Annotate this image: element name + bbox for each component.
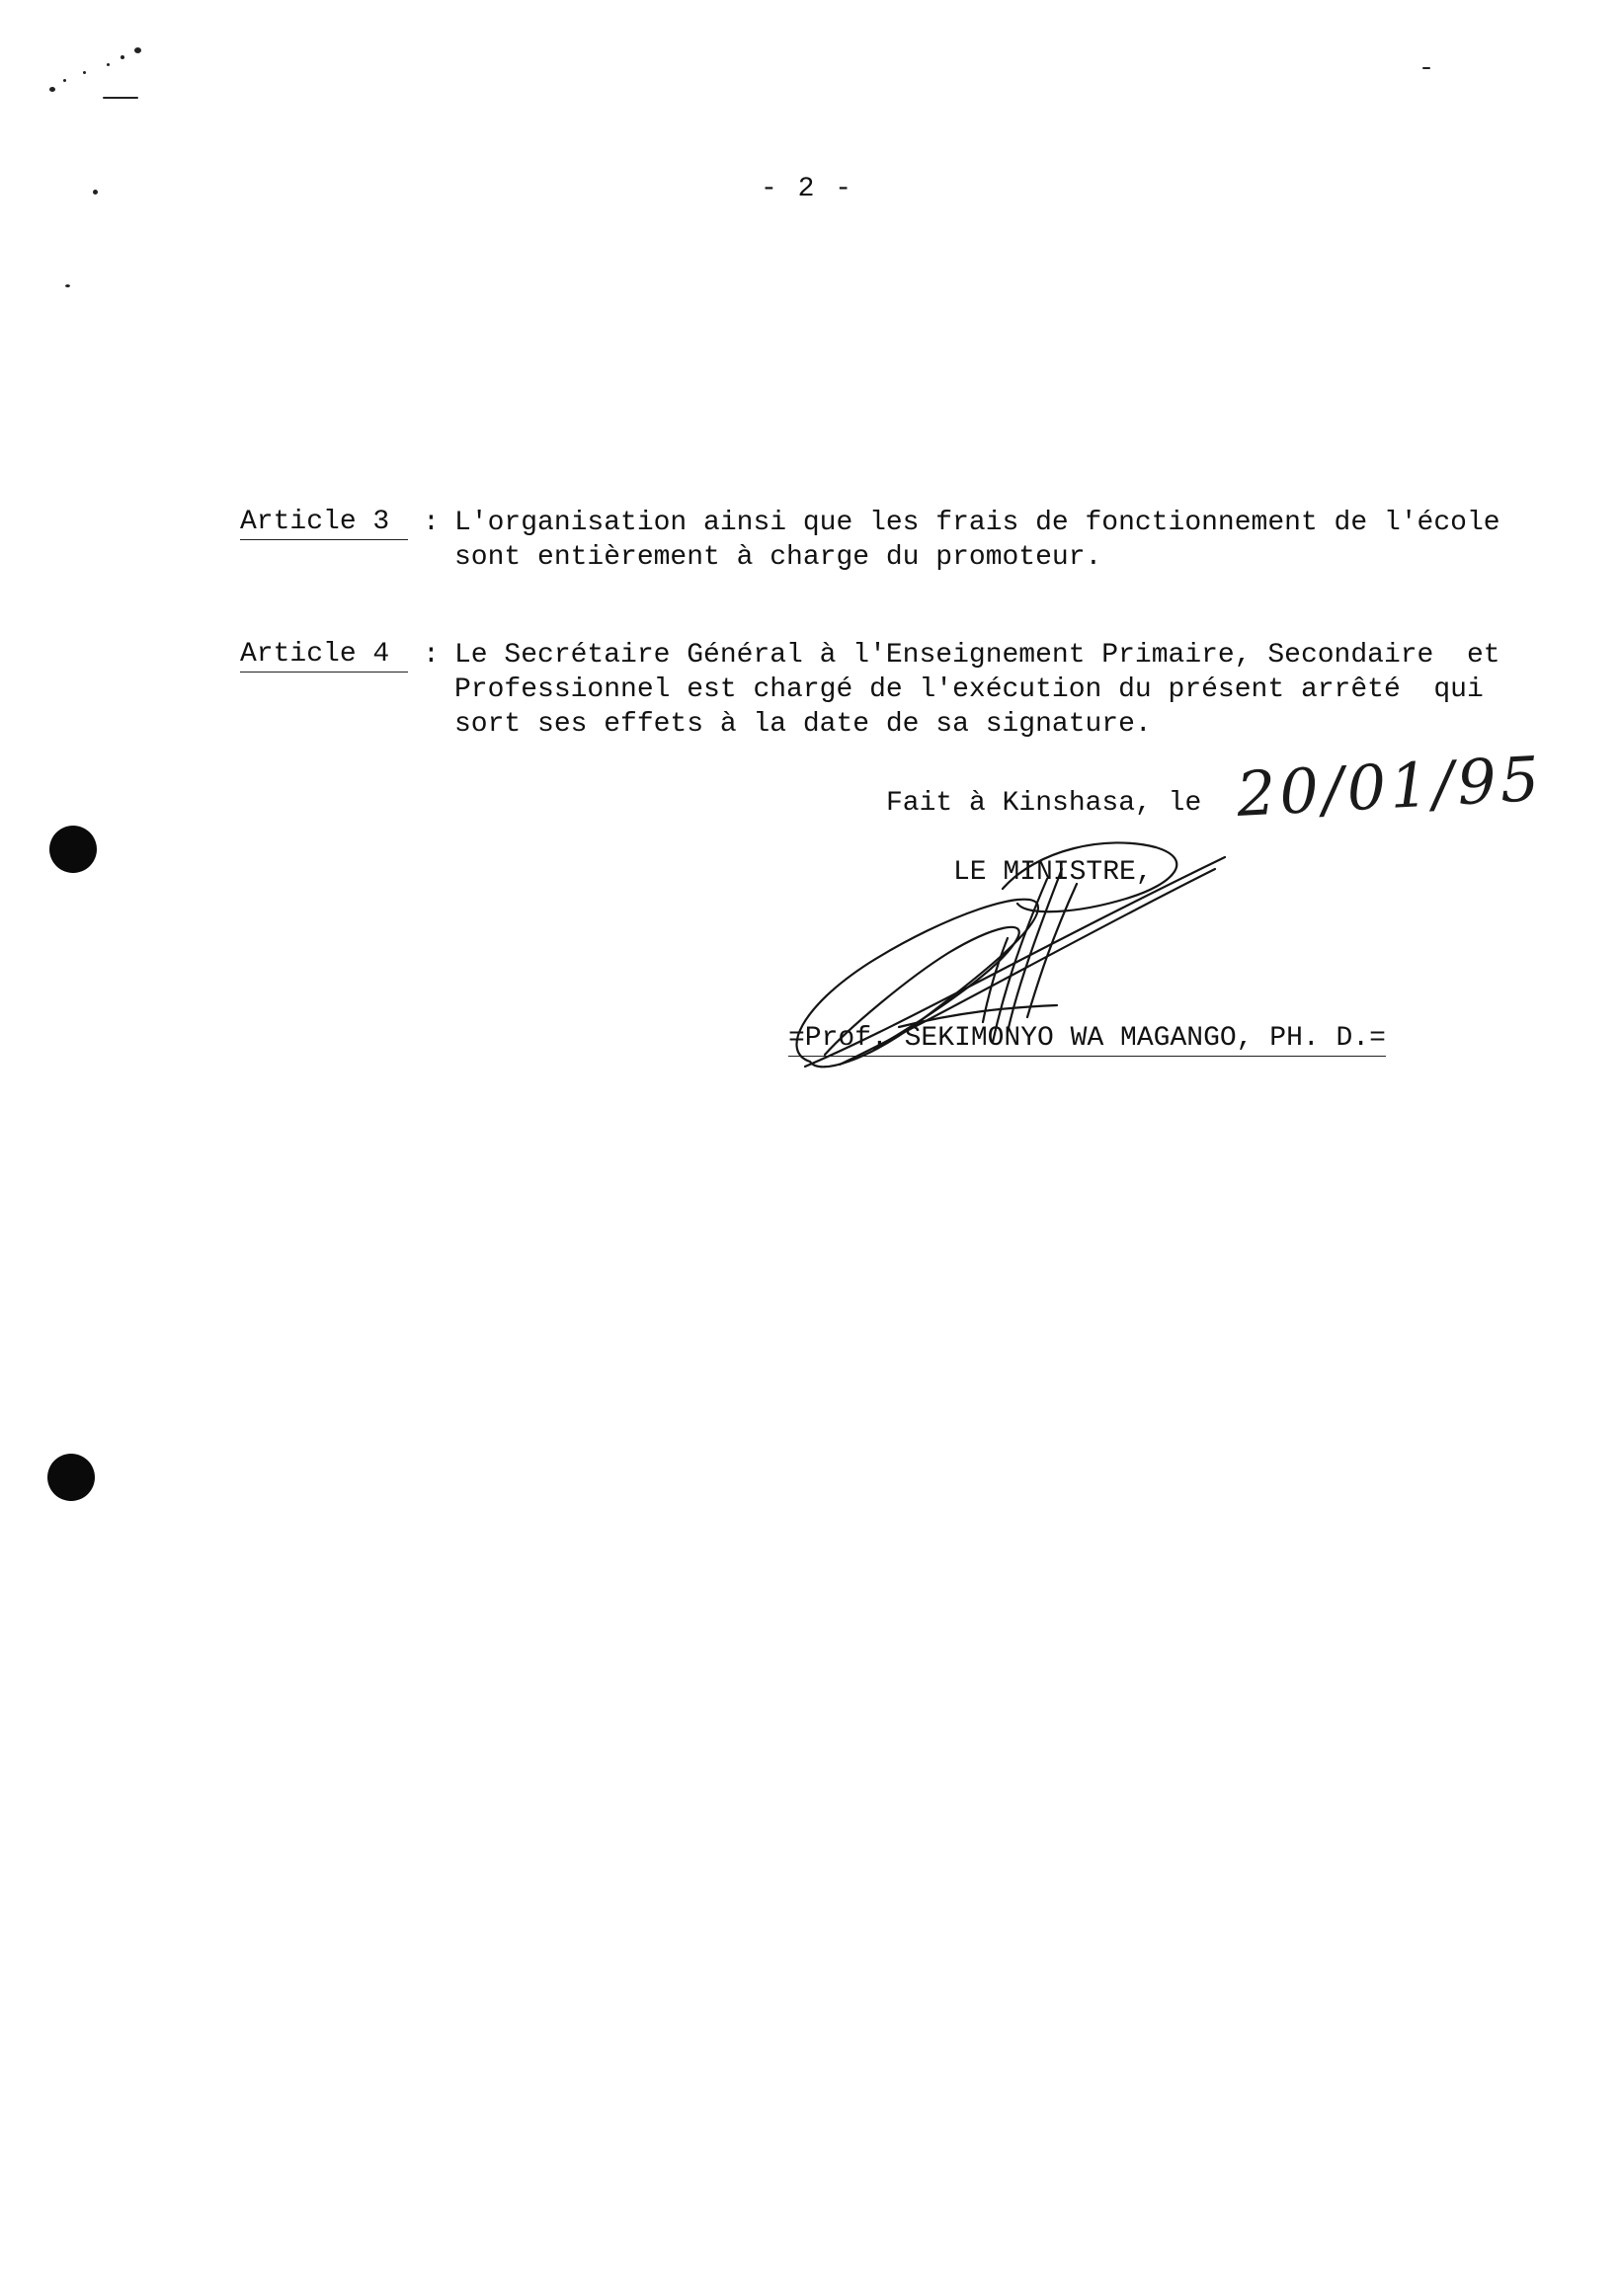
article-line: L'organisation ainsi que les frais de fonctionnement de l'école	[454, 508, 1500, 538]
minister-name: =Prof. SEKIMONYO WA MAGANGO, PH. D.=	[788, 1022, 1386, 1057]
scan-speck	[83, 71, 86, 74]
article-separator: :	[423, 508, 440, 538]
scan-speck	[93, 190, 98, 195]
scan-speck	[103, 97, 138, 99]
handwritten-signature	[780, 830, 1245, 1086]
article-body	[454, 506, 1521, 575]
scan-speck	[1422, 67, 1430, 69]
article-line: sort ses effets à la date de sa signature.	[454, 709, 1152, 740]
article-body	[454, 638, 1521, 742]
article-line: Le Secrétaire Général à l'Enseignement Primaire, Secondaire et	[454, 640, 1500, 671]
article-label: Article 3	[240, 506, 408, 540]
article-line: sont entièrement à charge du promoteur.	[454, 542, 1102, 573]
place-date-line: Fait à Kinshasa, le	[886, 788, 1202, 819]
punch-hole	[49, 826, 97, 873]
handwritten-date: 20/01/95	[1235, 742, 1545, 831]
page-number: - 2 -	[761, 174, 854, 204]
minister-title: LE MINISTRE,	[953, 857, 1153, 888]
scan-speck	[134, 47, 141, 53]
scan-speck	[49, 87, 55, 92]
scan-speck	[107, 63, 110, 66]
scan-speck	[65, 284, 70, 287]
article-separator: :	[423, 640, 440, 671]
scan-speck	[63, 79, 66, 82]
article-line: Professionnel est chargé de l'exécution du présent arrêté qui	[454, 674, 1484, 705]
punch-hole	[47, 1454, 95, 1501]
scan-speck	[121, 55, 124, 59]
article-label: Article 4	[240, 638, 408, 673]
